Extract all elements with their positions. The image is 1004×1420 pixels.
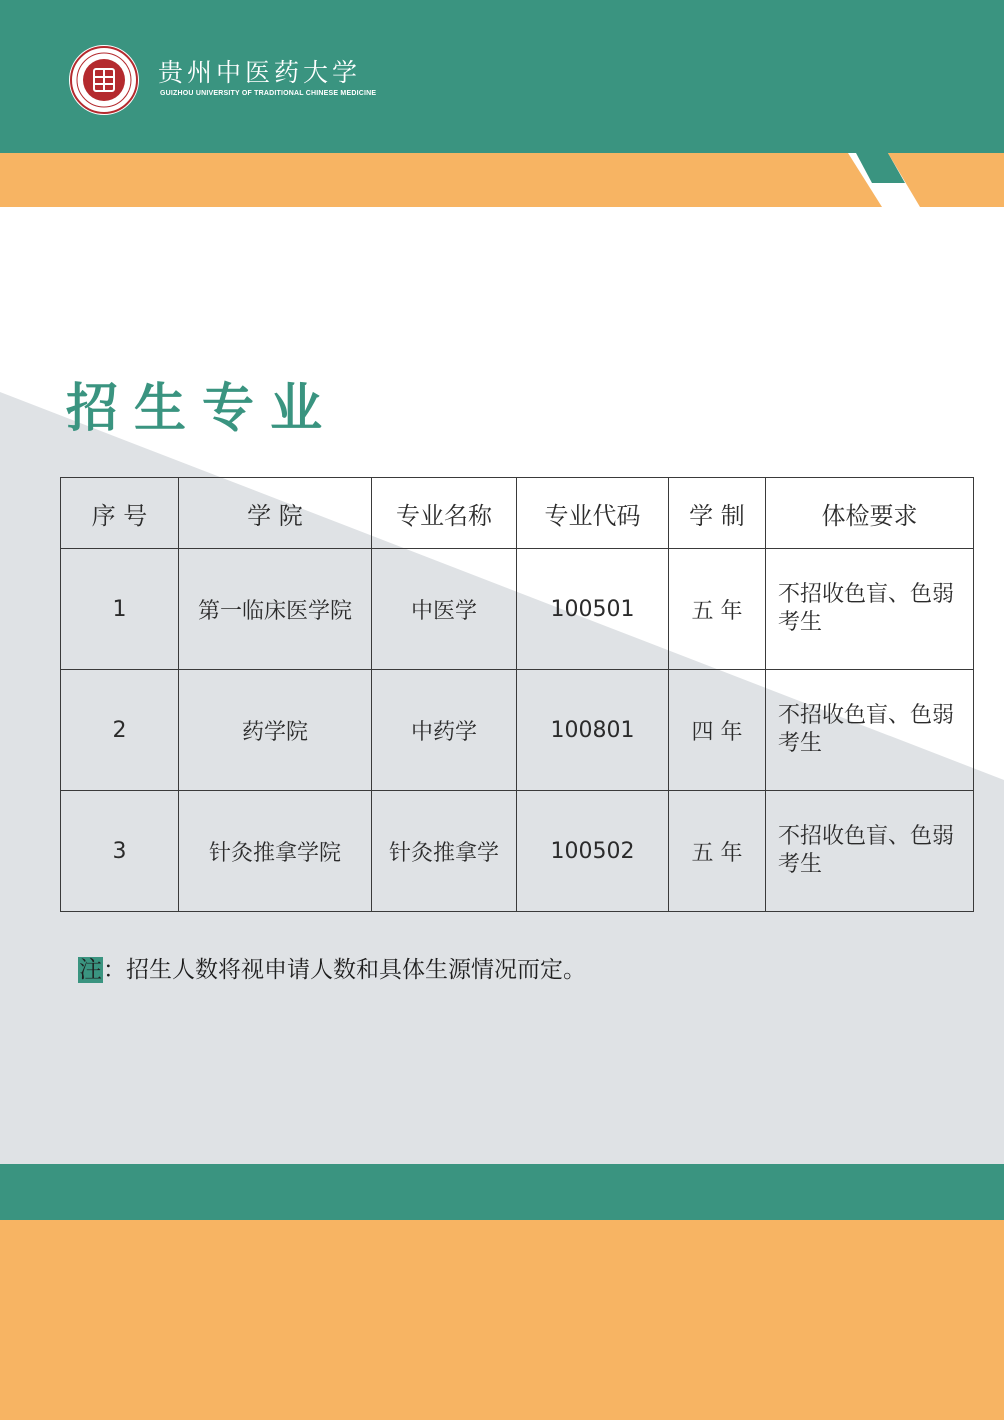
table-row: [61, 670, 974, 791]
cell-health-requirement: 不招收色盲、色弱考生: [766, 791, 974, 912]
cell-duration: 五 年: [669, 791, 766, 912]
table-row: [61, 791, 974, 912]
cell-college: 药学院: [179, 670, 372, 791]
header-orange-band: [0, 153, 882, 207]
cell-college: 第一临床医学院: [179, 549, 372, 670]
cell-major-name: 中医学: [372, 549, 517, 670]
cell-index: 2: [61, 670, 179, 791]
cell-major-name: 针灸推拿学: [372, 791, 517, 912]
page-title: 招生专业: [66, 379, 339, 439]
header-health-requirement: 体检要求: [766, 478, 974, 549]
cell-major-name: 中药学: [372, 670, 517, 791]
university-name-cn: 贵州中医药大学: [158, 58, 362, 87]
header-major-name: 专业名称: [372, 478, 517, 549]
university-seal-icon: [68, 44, 140, 116]
cell-major-code: 100501: [517, 549, 669, 670]
header-green-band: [0, 0, 1004, 153]
header-major-code: 专业代码: [517, 478, 669, 549]
footer-orange-band: [0, 1220, 1004, 1420]
university-name-en: GUIZHOU UNIVERSITY OF TRADITIONAL CHINESE MEDICINE: [160, 90, 377, 97]
cell-major-code: 100801: [517, 670, 669, 791]
cell-index: 1: [61, 549, 179, 670]
footer-green-band: [0, 1164, 1004, 1220]
cell-major-code: 100502: [517, 791, 669, 912]
enrollment-note: [78, 955, 586, 985]
cell-duration: 四 年: [669, 670, 766, 791]
cell-health-requirement: 不招收色盲、色弱考生: [766, 670, 974, 791]
majors-table: [60, 477, 974, 912]
cell-college: 针灸推拿学院: [179, 791, 372, 912]
cell-health-requirement: 不招收色盲、色弱考生: [766, 549, 974, 670]
note-marker: 注: [79, 957, 102, 983]
note-text: ：招生人数将视申请人数和具体生源情况而定。: [103, 957, 586, 983]
header-orange-accent: [888, 153, 1004, 207]
cell-duration: 五 年: [669, 549, 766, 670]
header-duration: 学 制: [669, 478, 766, 549]
table-header-row: [61, 478, 974, 549]
header-college: 学 院: [179, 478, 372, 549]
table-row: [61, 549, 974, 670]
header-index: 序 号: [61, 478, 179, 549]
cell-index: 3: [61, 791, 179, 912]
